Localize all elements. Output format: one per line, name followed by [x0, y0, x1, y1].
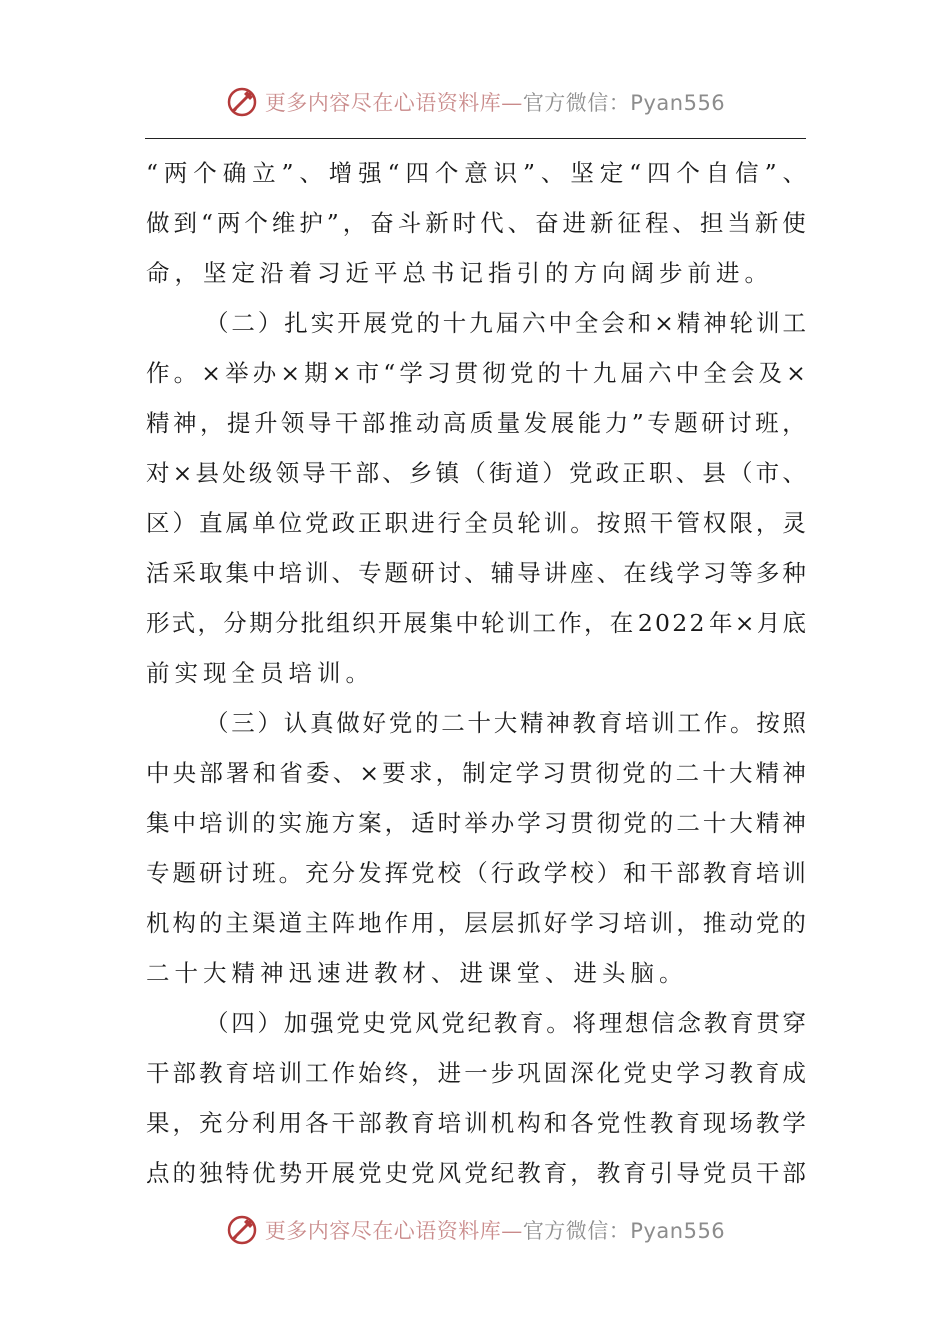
header-watermark-main: 更多内容尽在心语资料库— — [264, 91, 523, 115]
body-text-line: 区 ） 直 属 单 位 党 政 正 职 进 行 全 员 轮 训 。 按 照 干 管 权 限 ， 灵 — [146, 509, 806, 537]
header-watermark-suffix: 官方微信：Pyan556 — [522, 91, 726, 115]
body-text-line: 前实现全员培训。 — [146, 659, 374, 687]
footer-watermark-suffix: 官方微信：Pyan556 — [522, 1219, 726, 1243]
body-text-line: 集 中 培 训 的 实 施 方 案 ， 适 时 举 办 学 习 贯 彻 党 的 二 十 大 精 神 — [146, 809, 806, 837]
body-text-line: 点 的 独 特 优 势 开 展 党 史 党 风 党 纪 教 育 ， 教 育 引 导 党 员 干 部 — [146, 1159, 806, 1187]
body-text-line: 干 部 教 育 培 训 工 作 始 终 ， 进 一 步 巩 固 深 化 党 史 学 习 教 育 成 — [146, 1059, 806, 1087]
body-text-line: 专 题 研 讨 班 。 充 分 发 挥 党 校 （ 行 政 学 校 ） 和 干 部 教 育 培 训 — [146, 859, 806, 887]
body-text-line: “ 两 个 确 立 ” 、 增 强 “ 四 个 意 识 ” 、 坚 定 “ 四 个 自 信 ” 、 — [146, 159, 806, 187]
footer-watermark-text — [265, 1215, 725, 1245]
body-text-line: 对 × 县 处 级 领 导 干 部 、 乡 镇 （ 街 道 ） 党 政 正 职 、 县 （ 市 、 — [146, 459, 806, 487]
header-watermark-text — [265, 87, 725, 117]
document-body — [146, 148, 806, 1198]
body-text-line: 作 。 × 举 办 × 期 × 市 “ 学 习 贯 彻 党 的 十 九 届 六 中 全 会 及 × — [146, 359, 806, 387]
body-text-line: 机 构 的 主 渠 道 主 阵 地 作 用 ， 层 层 抓 好 学 习 培 训 ， 推 动 党 的 — [146, 909, 806, 937]
body-text-line: 活 采 取 集 中 培 训 、 专 题 研 讨 、 辅 导 讲 座 、 在 线 学 习 等 多 种 — [146, 559, 806, 587]
body-text-line: 中 央 部 署 和 省 委 、 × 要 求 ， 制 定 学 习 贯 彻 党 的 二 十 大 精 神 — [146, 759, 806, 787]
footer-watermark-main: 更多内容尽在心语资料库— — [264, 1219, 523, 1243]
body-text-line: 命，坚定沿着习近平总书记指引的方向阔步前进。 — [146, 259, 773, 287]
body-text-line: （ 三 ） 认 真 做 好 党 的 二 十 大 精 神 教 育 培 训 工 作 。 按 照 — [205, 709, 806, 737]
header-divider — [145, 138, 806, 139]
pen-logo-icon — [225, 85, 259, 119]
pen-logo-icon — [225, 1213, 259, 1247]
body-text-line: 二十大精神迅速进教材、进课堂、进头脑。 — [146, 959, 688, 987]
body-text-line: 做 到 “ 两 个 维 护 ” ， 奋 斗 新 时 代 、 奋 进 新 征 程 、 担 当 新 使 — [146, 209, 806, 237]
body-text-line: （ 四 ） 加 强 党 史 党 风 党 纪 教 育 。 将 理 想 信 念 教 育 贯 穿 — [205, 1009, 806, 1037]
body-text-line: 形 式 ， 分 期 分 批 组 织 开 展 集 中 轮 训 工 作 ， 在 2 0 2 2 年 × 月 底 — [146, 609, 806, 637]
body-text-line: 果 ， 充 分 利 用 各 干 部 教 育 培 训 机 构 和 各 党 性 教 育 现 场 教 学 — [146, 1109, 806, 1137]
footer-watermark-banner — [0, 1210, 950, 1250]
body-text-line: （ 二 ） 扎 实 开 展 党 的 十 九 届 六 中 全 会 和 × 精 神 轮 训 工 — [205, 309, 806, 337]
body-text-line: 精 神 ， 提 升 领 导 干 部 推 动 高 质 量 发 展 能 力 ” 专 题 研 讨 班 ， — [146, 409, 806, 437]
header-watermark-banner — [0, 82, 950, 122]
